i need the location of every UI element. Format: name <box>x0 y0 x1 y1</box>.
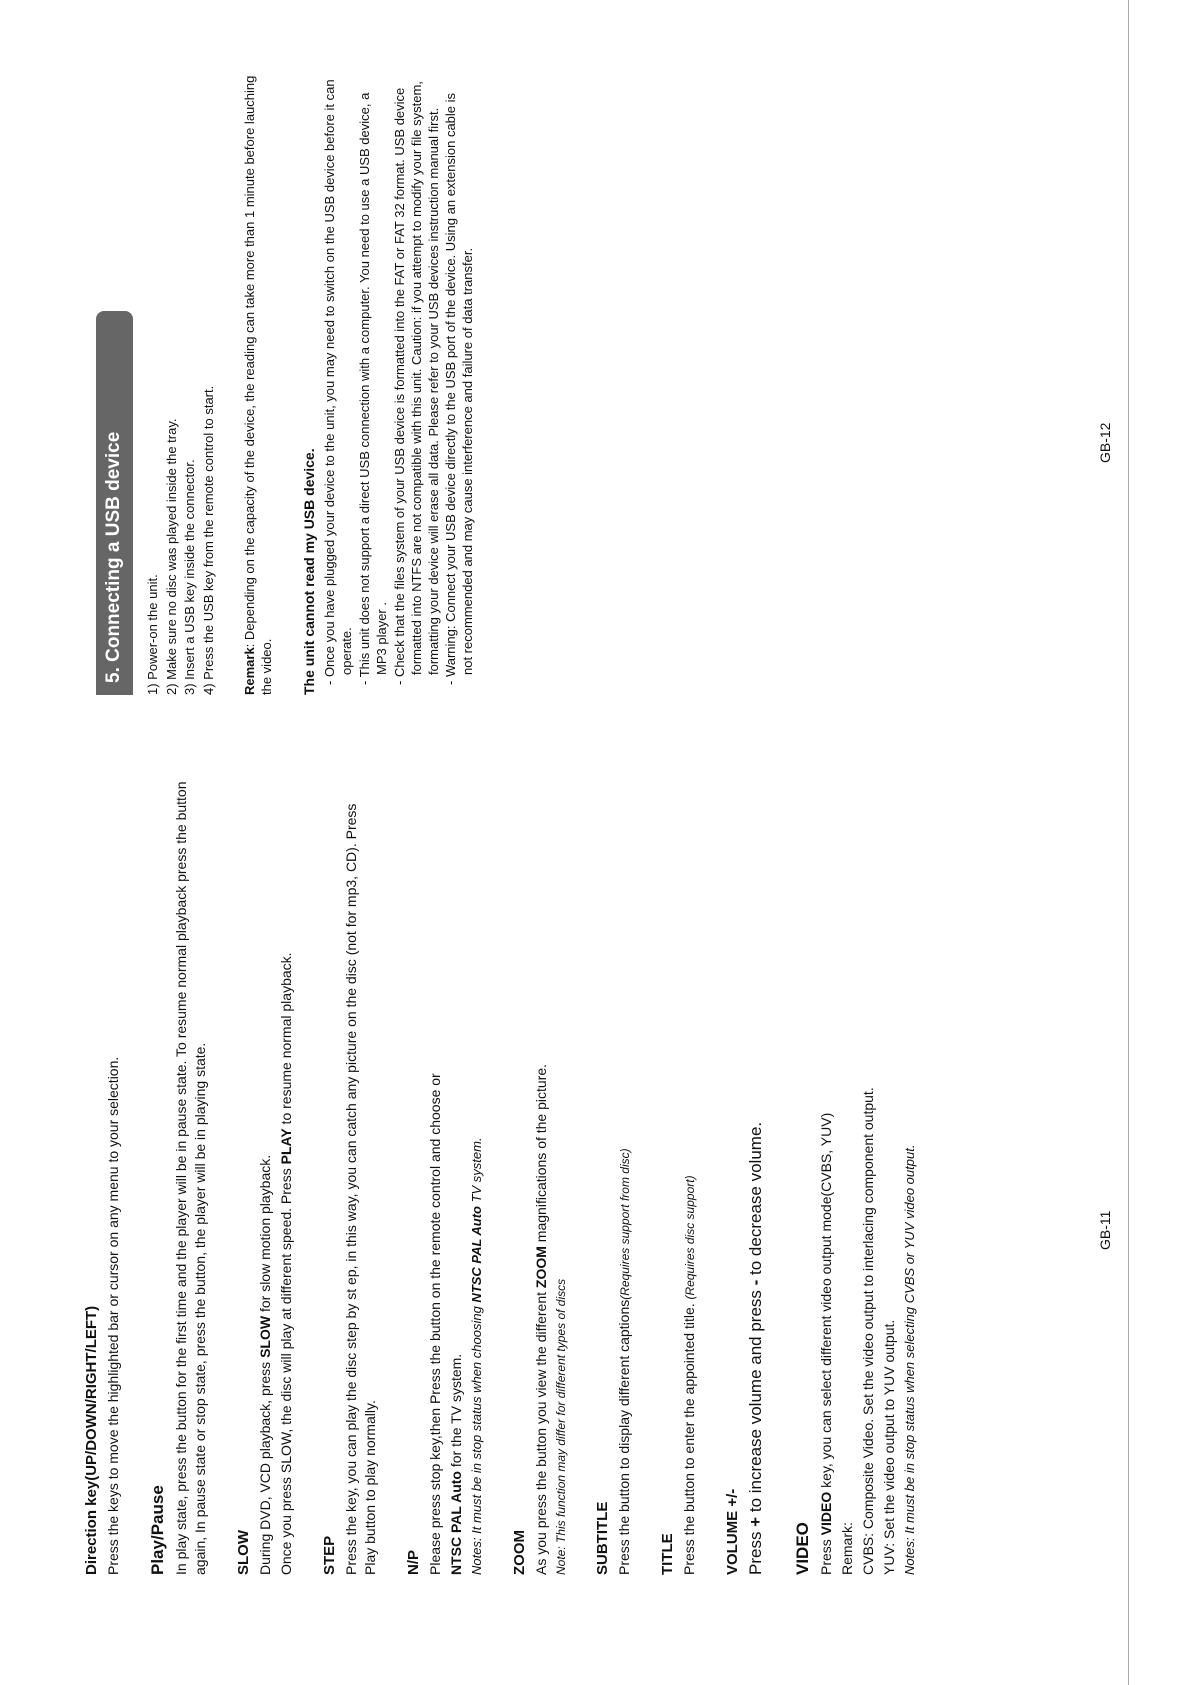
np-note-text: TV system. <box>468 1137 484 1207</box>
title-key-title: TITLE <box>658 1533 676 1575</box>
subtitle-text: Press the button to display different captions <box>616 1299 633 1575</box>
subtitle-note: (Requires support from disc) <box>618 1148 633 1300</box>
list-item: - Once you have plugged your device to the unit, you may need to switch on the USB device before it can operate. <box>322 79 355 685</box>
section-play-pause <box>147 775 210 1575</box>
playpause-body: In play state, press the button for the first time and the player will be in pause state. To resume normal playback press the button again, In pause state or stop state, press the button, the player will be in playing state. <box>173 781 208 1575</box>
np-note <box>468 775 486 1575</box>
direction-body: Press the keys to move the highlighted bar or cursor on any menu to your selection. <box>105 1056 122 1575</box>
zoom-note: Note: This function may differ for different types of discs <box>553 1278 568 1575</box>
np-note-text: Notes: It must be in stop status when choosing <box>468 1302 484 1575</box>
title-key-body <box>680 775 699 1575</box>
usb-troubleshooting <box>300 75 477 695</box>
video-line-1 <box>817 775 836 1575</box>
direction-title: Direction key(UP/DOWN/RIGHT/LEFT) <box>83 1305 100 1575</box>
slow-title: SLOW <box>234 1530 252 1575</box>
slow-line-2 <box>277 775 296 1575</box>
usb-step: 1) Power-on the unit. <box>144 574 160 695</box>
section-step <box>320 775 380 1575</box>
volume-title: VOLUME +/- <box>724 1488 742 1575</box>
volume-text: to increase volume and press <box>746 1285 766 1517</box>
section-subtitle <box>593 775 634 1575</box>
slow-line-1 <box>256 775 275 1575</box>
usb-remark-text <box>242 75 276 695</box>
usb-steps <box>145 75 219 695</box>
slow-text: to resume normal playback. <box>278 952 294 1129</box>
step-body: Press the key, you can play the disc step by st ep, in this way, you can catch any picture on the disc (not for mp3, CD). Press Play button to play normally. <box>343 803 379 1575</box>
np-line-2 <box>447 775 466 1575</box>
zoom-text: magnifications of the picture. <box>532 1063 549 1247</box>
video-title: VIDEO <box>793 1522 813 1575</box>
usb-step: 3) Insert a USB key inside the connector. <box>182 459 198 695</box>
title-key-note: (Requires disc support) <box>683 1175 698 1300</box>
slow-text: Once you press SLOW, the disc will play at different speed. Press <box>278 1164 294 1575</box>
zoom-keyword: ZOOM <box>532 1246 549 1289</box>
slow-text: for slow motion playback. <box>257 1154 274 1316</box>
troubleshooting-list <box>322 75 477 695</box>
slow-keyword: SLOW <box>257 1315 274 1358</box>
step-title: STEP <box>320 1535 338 1575</box>
title-key-text: Press the button to enter the appointed title. <box>681 1299 698 1575</box>
cannot-read-title: The unit cannot read my USB device. <box>301 448 318 695</box>
np-body: Please press stop key,then Press the button on the remote control and choose or <box>427 1073 444 1575</box>
section-volume <box>723 775 768 1575</box>
volume-body <box>745 775 768 1575</box>
section-video <box>792 775 918 1575</box>
zoom-text: As you press the button you view the different <box>532 1288 549 1575</box>
page-number-right: GB-12 <box>1097 422 1113 463</box>
section-np <box>404 775 486 1575</box>
section-zoom <box>510 775 569 1575</box>
video-yuv: YUV: Set the video output to YUV output. <box>880 1319 897 1575</box>
volume-text: Press <box>746 1526 766 1575</box>
video-cvbs: CVBS: Composite Video. Set the video output to interlacing component output. <box>860 1087 877 1575</box>
volume-text: to decrease volume. <box>746 1121 766 1280</box>
list-item: - Check that the files system of your USB device is formatted into the FAT or FAT 32 format. USB device formatted into NTFS are not compatible with this unit. Caution: if you attempt to modify your file system, formatting your device will erase all data. Please refer to your USB devices instruction manual first. <box>391 81 441 685</box>
left-column <box>82 775 942 1575</box>
section-title-key <box>658 775 699 1575</box>
zoom-title: ZOOM <box>510 1530 528 1575</box>
slow-text: During DVD, VCD playback, press <box>257 1357 274 1575</box>
list-item: - This unit does not support a direct USB connection with a computer. You need to use a USB device, a MP3 player . <box>357 92 389 685</box>
np-title: N/P <box>404 1549 422 1575</box>
np-text: for the TV system. <box>448 1353 465 1472</box>
right-column <box>96 75 501 695</box>
subtitle-body <box>615 775 634 1575</box>
section-direction-key <box>82 775 123 1575</box>
subtitle-title: SUBTITLE <box>593 1501 611 1575</box>
zoom-body <box>532 775 551 1575</box>
video-remark: Remark: <box>839 1522 856 1575</box>
video-keyword: VIDEO <box>818 1491 835 1536</box>
list-item: - Warning: Connect your USB device directly to the USB port of the device. Using an extension cable is not recommended and may cause interference and failure of data transfer. <box>443 92 476 685</box>
usb-step: 4) Press the USB key from the remote control to start. <box>201 385 217 695</box>
video-text: key, you can select different video output mode(CVBS, YUV) <box>818 1112 835 1492</box>
usb-section-banner: 5. Connecting a USB device <box>96 311 133 695</box>
remark-body: : Depending on the capacity of the device, the reading can take more than 1 minute before lauching the video. <box>242 75 275 695</box>
video-text: Press <box>818 1535 835 1575</box>
section-slow <box>234 775 296 1575</box>
usb-remark <box>242 75 276 695</box>
video-note: Notes: It must be in stop status when selecting CVBS or YUV video output. <box>901 1144 917 1575</box>
np-note-keyword: NTSC PAL Auto <box>468 1206 484 1303</box>
minus-keyword: - <box>746 1279 766 1286</box>
plus-keyword: + <box>746 1516 766 1527</box>
page-edge-line <box>1128 0 1129 1685</box>
usb-step: 2) Make sure no disc was played inside the tray. <box>163 418 179 695</box>
page-number-left: GB-11 <box>1097 1210 1113 1250</box>
playpause-title: Play/Pause <box>148 1485 168 1575</box>
remark-label: Remark <box>242 647 258 695</box>
play-keyword: PLAY <box>278 1128 294 1165</box>
ntsc-pal-auto-keyword: NTSC PAL Auto <box>448 1471 465 1575</box>
